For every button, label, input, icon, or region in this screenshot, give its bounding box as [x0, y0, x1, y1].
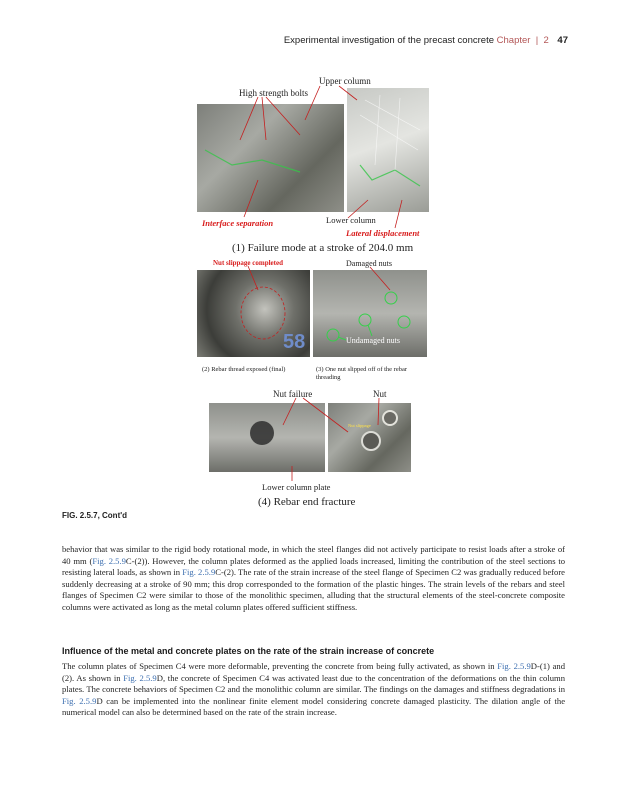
panel1-caption: (1) Failure mode at a stroke of 204.0 mm: [232, 242, 414, 254]
label-upper-column: Upper column: [319, 76, 371, 86]
body-paragraph-1: [62, 544, 565, 614]
figure-reference-link[interactable]: Fig. 2.5.9: [92, 555, 126, 566]
label-high-strength-bolts: High strength bolts: [239, 88, 308, 98]
header-chapter-label: Chapter: [496, 35, 531, 46]
label-nut-failure: Nut failure: [273, 389, 313, 399]
figure-caption: FIG. 2.5.7, Cont'd: [62, 511, 128, 520]
label-lateral-displacement: Lateral displacement: [346, 228, 420, 238]
panel3-caption: (3) One nut slipped off of the rebar threading: [316, 366, 408, 381]
rebar-end-fracture-photo: [209, 403, 325, 472]
header-separator: |: [533, 35, 541, 46]
text-run: C-(2). The rate of the strain increase of the steel flange of Specimen C2 was gradually reduced before suddenly decreasing at a stroke of 90 mm; this drop corresponded to the formation of the plastic hinges. The strain levels of the rebars and steel flanges of Specimen C2 were similar to those of the monolithic specimen, alluding that the structural elements of the steel-concrete composite columns were activated as long as the metal column plates offered sufficient stiffness.: [62, 567, 565, 612]
figure-reference-link[interactable]: Fig. 2.5.9: [497, 661, 531, 671]
figure-reference-link[interactable]: Fig. 2.5.9: [123, 672, 157, 683]
failure-mode-photo-left: [197, 104, 344, 212]
header-chapter-number: 2: [543, 35, 549, 46]
text-run: D-(1) and (2). As shown in: [62, 661, 565, 683]
body-paragraph-2: [62, 661, 565, 719]
text-run: The column plates of Specimen C4 were more deformable, preventing the concrete from being fully activated, as shown in: [62, 661, 498, 671]
text-run: D can be implemented into the nonlinear finite element model considering concrete damaged plasticity. The dilation angle of the numerical model can also be determined based on the rate of the strain increase.: [62, 695, 566, 718]
header-title: Experimental investigation of the precast concrete: [283, 35, 494, 46]
label-lower-column-plate: Lower column plate: [262, 482, 331, 492]
label-nut-slippage: Nut slippage: [348, 423, 371, 428]
label-undamaged-nuts: Undamaged nuts: [346, 336, 400, 345]
section-heading: Influence of the metal and concrete plates on the rate of the strain increase of concrete: [62, 646, 435, 656]
photo-number-58: 58: [283, 331, 306, 353]
label-damaged-nuts: Damaged nuts: [346, 259, 392, 268]
label-interface-separation: Interface separation: [202, 218, 274, 228]
panel2-caption: (2) Rebar thread exposed (final): [202, 366, 286, 373]
text-run: C-(2)). However, the column plates deformed as the applied loads increased, limiting the contribution of the steel sections to resisting lateral loads, as shown in: [62, 555, 566, 578]
figure-reference-link[interactable]: Fig. 2.5.9: [62, 695, 97, 706]
nut-close-up-photo: [328, 403, 411, 472]
panel4-caption: (4) Rebar end fracture: [258, 496, 356, 508]
text-run: behavior that was similar to the rigid body rotational mode, in which the steel flanges did not actively participate to resist loads after a stroke of 40 mm (: [62, 544, 565, 566]
text-run: D, the concrete of Specimen C4 was activated least due to the concentration of the deformations on the thin column plates. The concrete behaviors of Specimen C2 and the monolithic column are similar. The findings on the damages and stiffness degradations in: [62, 672, 565, 695]
running-header: [0, 35, 568, 46]
label-lower-column: Lower column: [326, 215, 376, 225]
label-nut-slippage-completed: Nut slippage completed: [213, 259, 283, 267]
failure-mode-photo-right: [347, 88, 429, 212]
figure-reference-link[interactable]: Fig. 2.5.9: [182, 567, 216, 578]
page-number: 47: [557, 35, 568, 46]
label-nut: Nut: [373, 389, 387, 399]
